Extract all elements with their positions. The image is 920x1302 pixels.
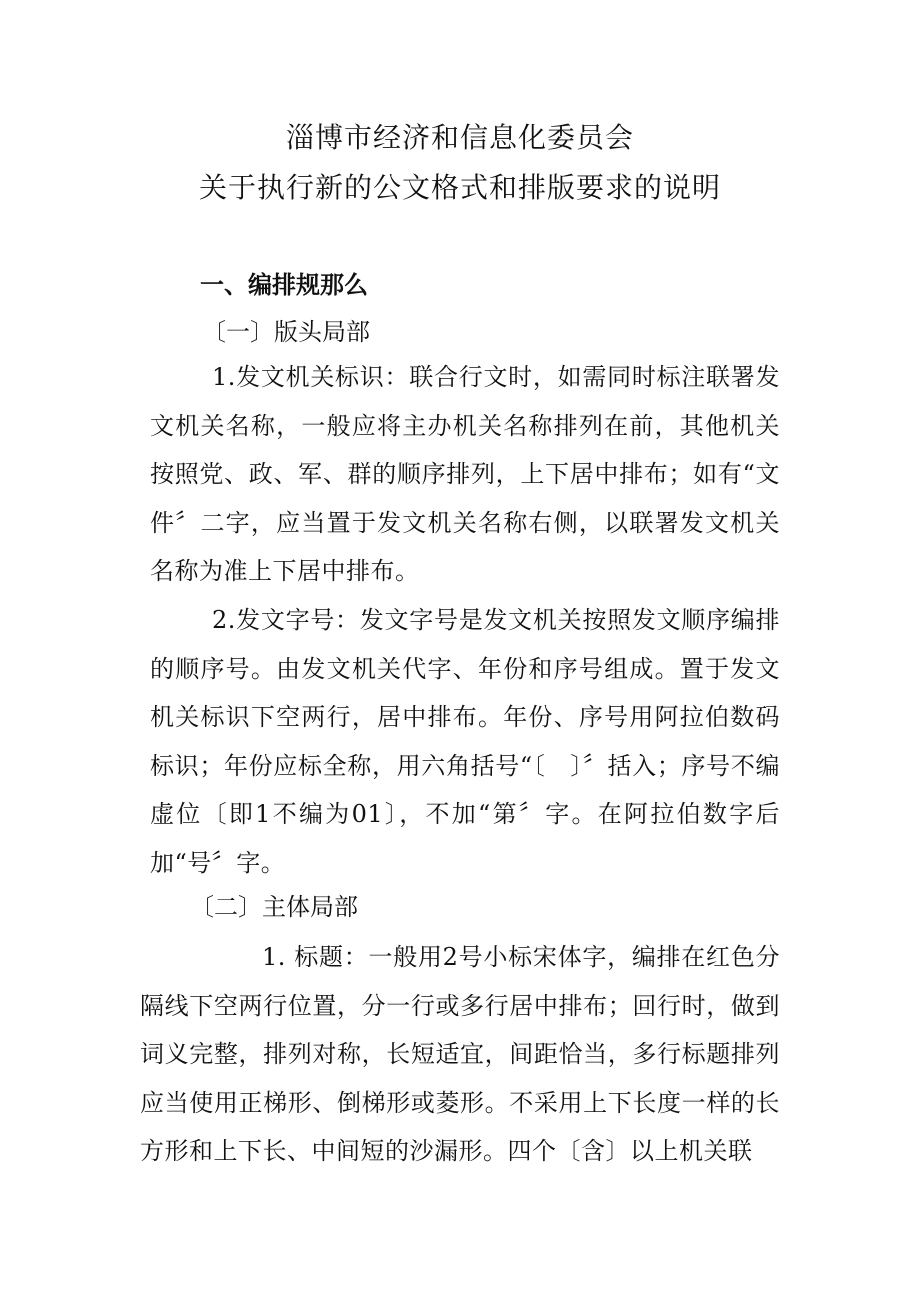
paragraph-issuing-authority: 1.发文机关标识：联合行文时，如需同时标注联署发文机关名称，一般应将主办机关名称排列在前，其他机关按照党、政、军、群的顺序排列，上下居中排布；如有“文件〞二字，应当置于发文机关名称右侧，以联署发文机关名称为准上下居中排布。 xyxy=(150,363,780,585)
paragraph-title-rules: 1. 标题：一般用2号小标宋体字，编排在红色分隔线下空两行位置，分一行或多行居中排布；回行时，做到词义完整，排列对称，长短适宜，间距恰当，多行标题排列应当使用正梯形、倒梯形或菱形。不采用上下长度一样的长方形和上下长、中间短的沙漏形。四个〔含〕以上机关联 xyxy=(140,943,780,1165)
document-title-line-2: 关于执行新的公文格式和排版要求的说明 xyxy=(198,171,721,204)
paragraph-document-number: 2.发文字号：发文字号是发文机关按照发文顺序编排的顺序号。由发文机关代字、年份和序号组成。置于发文机关标识下空两行，居中排布。年份、序号用阿拉伯数码标识；年份应标全称，用六角括号“〔 〕〞括入；序号不编虚位〔即1不编为01〕，不加“第〞字。在阿拉伯数字后加“号〞字。 xyxy=(150,606,780,877)
document-title-line-1: 淄博市经济和信息化委员会 xyxy=(285,121,634,154)
section-heading-1: 一、编排规那么 xyxy=(200,271,368,299)
subsection-heading-2: 〔二〕主体局部 xyxy=(190,893,358,921)
subsection-heading-1: 〔一〕版头局部 xyxy=(202,318,370,346)
